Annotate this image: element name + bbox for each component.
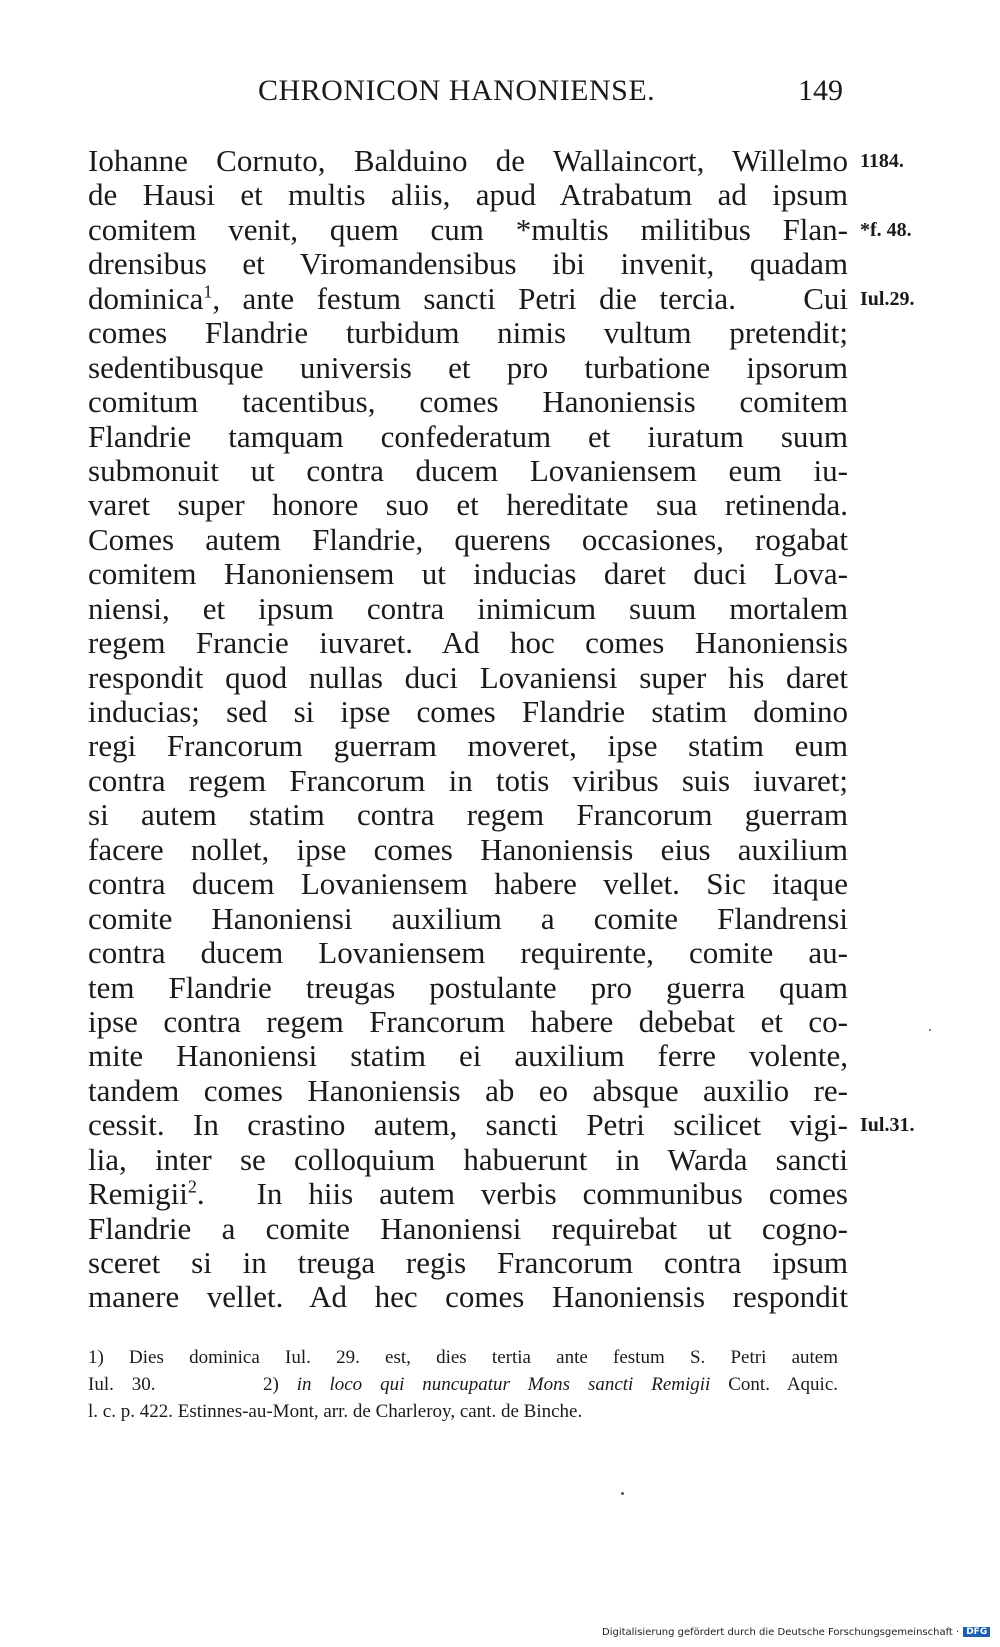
line-text: cessit. In crastino autem, sancti Petri scilicet vigi- [88, 1107, 848, 1143]
line-text: comitem venit, quem cum *multis militibus Flan- [88, 211, 848, 247]
text-line [88, 1107, 915, 1143]
text-line [88, 351, 848, 385]
footnote-line: 1) Dies dominica Iul. 29. est, dies tertia ante festum S. Petri autem [88, 1347, 838, 1368]
text-line [88, 1212, 848, 1246]
print-speck [621, 1492, 624, 1495]
text-line [88, 280, 915, 316]
text-line [88, 1005, 848, 1039]
text-line [88, 833, 848, 867]
line-text: inducias; sed si ipse comes Flandrie statim domino [88, 694, 848, 729]
text-line [88, 729, 848, 763]
text-line [88, 902, 848, 936]
line-text: contra ducem Lovaniensem requirente, comite au- [88, 935, 848, 971]
text-line [88, 1280, 848, 1314]
line-text: comes Flandrie turbidum nimis vultum pretendit; [88, 315, 848, 351]
line-text: tem Flandrie treugas postulante pro guerra quam [88, 969, 848, 1005]
line-text: drensibus et Viromandensibus ibi invenit, quadam [88, 246, 848, 282]
text-line [88, 523, 848, 557]
line-text: respondit quod nullas duci Lovaniensi super his daret [88, 659, 848, 695]
footnote-citation: in loco qui nuncupatur Mons sancti Remigii [296, 1374, 711, 1395]
line-text-part: , ante festum sancti Petri die tercia. Cui [212, 280, 848, 316]
text-line [88, 695, 848, 729]
running-title: CHRONICON HANONIENSE. [258, 74, 656, 107]
margin-note: *f. 48. [860, 218, 912, 241]
line-text: comitem Hanoniensem ut inducias daret duci Lova- [88, 556, 848, 592]
text-line [88, 316, 848, 350]
line-text: contra ducem Lovaniensem habere vellet. Sic itaque [88, 866, 848, 902]
text-line [88, 1074, 848, 1108]
line-text-part: dominica [88, 280, 204, 316]
text-line [88, 661, 848, 695]
text-line [88, 178, 848, 212]
line-text: sedentibusque universis et pro turbatione ipsorum [88, 349, 848, 385]
text-line [88, 385, 848, 419]
text-line [88, 211, 912, 247]
text-line [88, 420, 848, 454]
line-text [88, 1177, 848, 1211]
line-text: contra regem Francorum in totis viribus suis iuvaret; [88, 762, 848, 798]
line-text: Flandrie a comite Hanoniensi requirebat ut cogno- [88, 1210, 848, 1246]
text-line [88, 1143, 848, 1177]
line-text: mite Hanoniensi statim ei auxilium ferre volente, [88, 1038, 848, 1074]
line-text-part: . In hiis autem verbis communibus comes [196, 1176, 848, 1212]
running-head [0, 74, 1000, 114]
footnote-marker: 2 [187, 1176, 197, 1197]
line-text: niensi, et ipsum contra inimicum suum mortalem [88, 590, 848, 626]
line-text: ipse contra regem Francorum habere debebat et co- [88, 1003, 848, 1039]
line-text: lia, inter se colloquium habuerunt in Warda sancti [88, 1141, 848, 1177]
line-text: Comes autem Flandrie, querens occasiones, rogabat [88, 521, 848, 557]
credit-text: Digitalisierung gefördert durch die Deutsche Forschungsgemeinschaft · [602, 1627, 960, 1638]
footnote-line [88, 1371, 838, 1398]
footnote-marker: 1 [203, 281, 213, 302]
line-text [88, 282, 848, 316]
footnote-text: Iul. 30. 2) [88, 1374, 297, 1395]
text-line [88, 764, 848, 798]
text-line [88, 247, 848, 281]
line-text: de Hausi et multis aliis, apud Atrabatum ad ipsum [88, 177, 848, 213]
line-text: regem Francie iuvaret. Ad hoc comes Hanoniensis [88, 625, 848, 661]
margin-note: 1184. [860, 150, 904, 172]
footnote-text: Cont. Aquic. [710, 1374, 839, 1395]
line-text: si autem statim contra regem Francorum guerram [88, 797, 848, 833]
line-text: comitum tacentibus, comes Hanoniensis comitem [88, 384, 848, 420]
digitization-credit [602, 1627, 990, 1638]
text-line [88, 143, 904, 178]
line-text: submonuit ut contra ducem Lovaniensem eum iu- [88, 452, 848, 488]
text-line [88, 626, 848, 660]
line-text: facere nollet, ipse comes Hanoniensis eius auxilium [88, 831, 848, 867]
line-text: sceret si in treuga regis Francorum contra ipsum [88, 1245, 848, 1280]
text-line [88, 557, 848, 591]
page-number: 149 [798, 74, 843, 107]
text-line [88, 798, 848, 832]
line-text: varet super honore suo et hereditate sua retinenda. [88, 487, 848, 523]
print-speck [929, 1029, 931, 1031]
line-text: Iohanne Cornuto, Balduino de Wallaincort, Willelmo [88, 143, 848, 178]
text-line [88, 936, 848, 970]
footnotes [88, 1344, 838, 1425]
text-line [88, 867, 848, 901]
line-text: regi Francorum guerram moveret, ipse statim eum [88, 728, 848, 764]
dfg-logo: DFG [963, 1627, 990, 1637]
line-text: Flandrie tamquam confederatum et iuratum suum [88, 418, 848, 454]
line-text: manere vellet. Ad hec comes Hanoniensis respondit [88, 1279, 848, 1315]
text-line [88, 1246, 848, 1280]
line-text: tandem comes Hanoniensis ab eo absque auxilio re- [88, 1072, 848, 1108]
margin-note: Iul.31. [860, 1114, 915, 1137]
margin-note: Iul.29. [860, 287, 915, 310]
line-text: comite Hanoniensi auxilium a comite Flandrensi [88, 900, 848, 936]
text-line [88, 1039, 848, 1073]
text-line [88, 971, 848, 1005]
footnote-line: l. c. p. 422. Estinnes-au-Mont, arr. de Charleroy, cant. de Binche. [88, 1401, 583, 1422]
text-line [88, 488, 848, 522]
text-line [88, 454, 848, 488]
body-text [88, 143, 915, 1315]
text-line [88, 592, 848, 626]
text-line [88, 1177, 848, 1211]
line-text-part: Remigii [88, 1176, 188, 1212]
